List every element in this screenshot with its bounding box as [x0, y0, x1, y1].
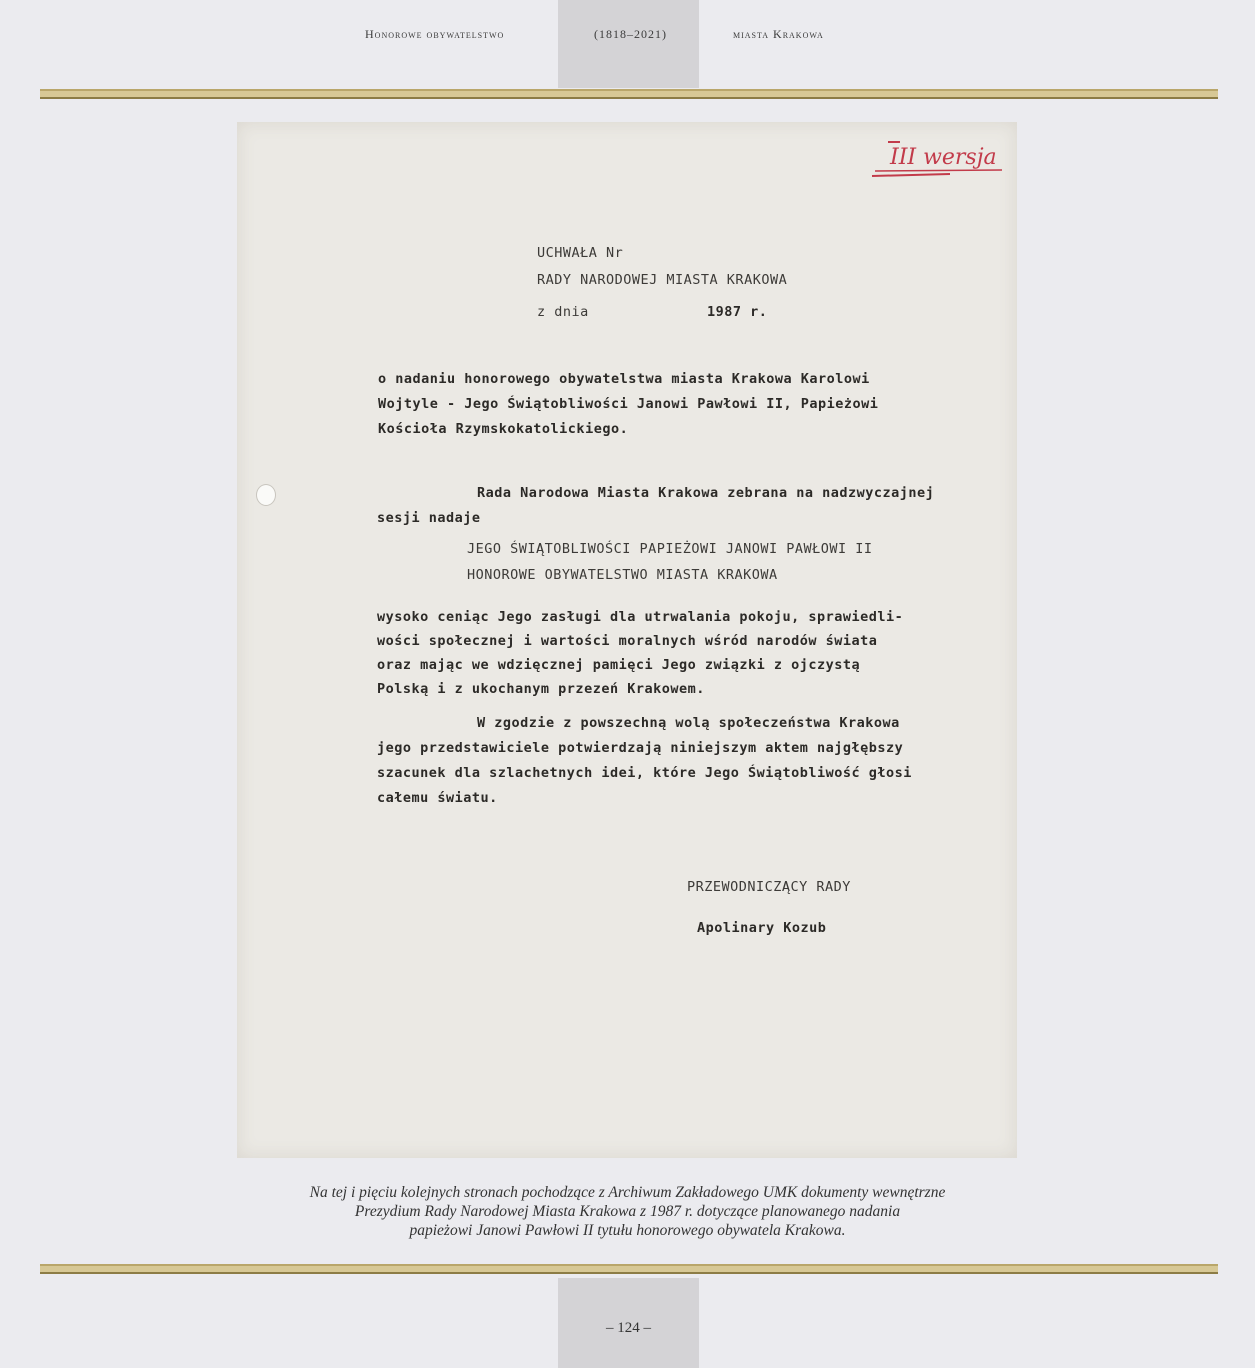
reason-line: wysoko ceniąc Jego zasługi dla utrwalania pokoju, sprawiedli-: [377, 609, 904, 625]
closing-line: całemu światu.: [377, 790, 498, 806]
running-head-right: miasta Krakowa: [733, 27, 824, 41]
subject-line: Wojtyle - Jego Świątobliwości Janowi Pawłowi II, Papieżowi: [378, 396, 879, 412]
closing-line: jego przedstawiciele potwierdzają niniejszym aktem najgłębszy: [377, 740, 904, 756]
figure-caption: [200, 1183, 1055, 1240]
resolution-date-year: 1987 r.: [707, 304, 768, 320]
resolution-title-line1: UCHWAŁA Nr: [537, 245, 624, 261]
reason-line: wości społecznej i wartości moralnych wśród narodów świata: [377, 633, 878, 649]
subject-line: Kościoła Rzymskokatolickiego.: [378, 421, 629, 437]
resolution-date-prefix: z dnia: [537, 304, 589, 320]
subject-line: o nadaniu honorowego obywatelstwa miasta Krakowa Karolowi: [378, 371, 870, 387]
page-number: – 124 –: [606, 1320, 651, 1336]
signature-name: Apolinary Kozub: [697, 920, 827, 936]
footer-rule: [40, 1264, 1218, 1274]
running-head-center: (1818–2021): [594, 27, 667, 41]
resolution-title-line2: RADY NARODOWEJ MIASTA KRAKOWA: [537, 272, 788, 288]
grant-line: HONOROWE OBYWATELSTWO MIASTA KRAKOWA: [467, 567, 778, 583]
intro-line: Rada Narodowa Miasta Krakowa zebrana na nadzwyczajnej: [477, 485, 935, 501]
reason-line: oraz mając we wdzięcznej pamięci Jego związki z ojczystą: [377, 657, 861, 673]
header-center-band: [558, 0, 699, 88]
handwritten-note-text: III wersja: [890, 145, 997, 170]
closing-line: szacunek dla szlachetnych idei, które Jego Świątobliwość głosi: [377, 765, 912, 781]
caption-line: Prezydium Rady Narodowej Miasta Krakowa z 1987 r. dotyczące planowanego nadania: [354, 1203, 901, 1220]
intro-line: sesji nadaje: [377, 510, 481, 526]
punch-hole: [256, 484, 276, 506]
reason-line: Polską i z ukochanym przezeń Krakowem.: [377, 681, 705, 697]
grant-line: JEGO ŚWIĄTOBLIWOŚCI PAPIEŻOWI JANOWI PAWŁOWI II: [467, 541, 873, 557]
running-head-left: Honorowe obywatelstwo: [365, 27, 505, 41]
handwritten-note: [870, 130, 1010, 189]
closing-line: W zgodzie z powszechną wolą społeczeństwa Krakowa: [477, 715, 900, 731]
caption-line: papieżowi Janowi Pawłowi II tytułu honorowego obywatela Krakowa.: [409, 1222, 846, 1239]
caption-line: Na tej i pięciu kolejnych stronach pochodzące z Archiwum Zakładowego UMK dokumenty wewnętrzne: [309, 1184, 946, 1201]
signature-title: PRZEWODNICZĄCY RADY: [687, 879, 851, 895]
header-rule: [40, 89, 1218, 99]
